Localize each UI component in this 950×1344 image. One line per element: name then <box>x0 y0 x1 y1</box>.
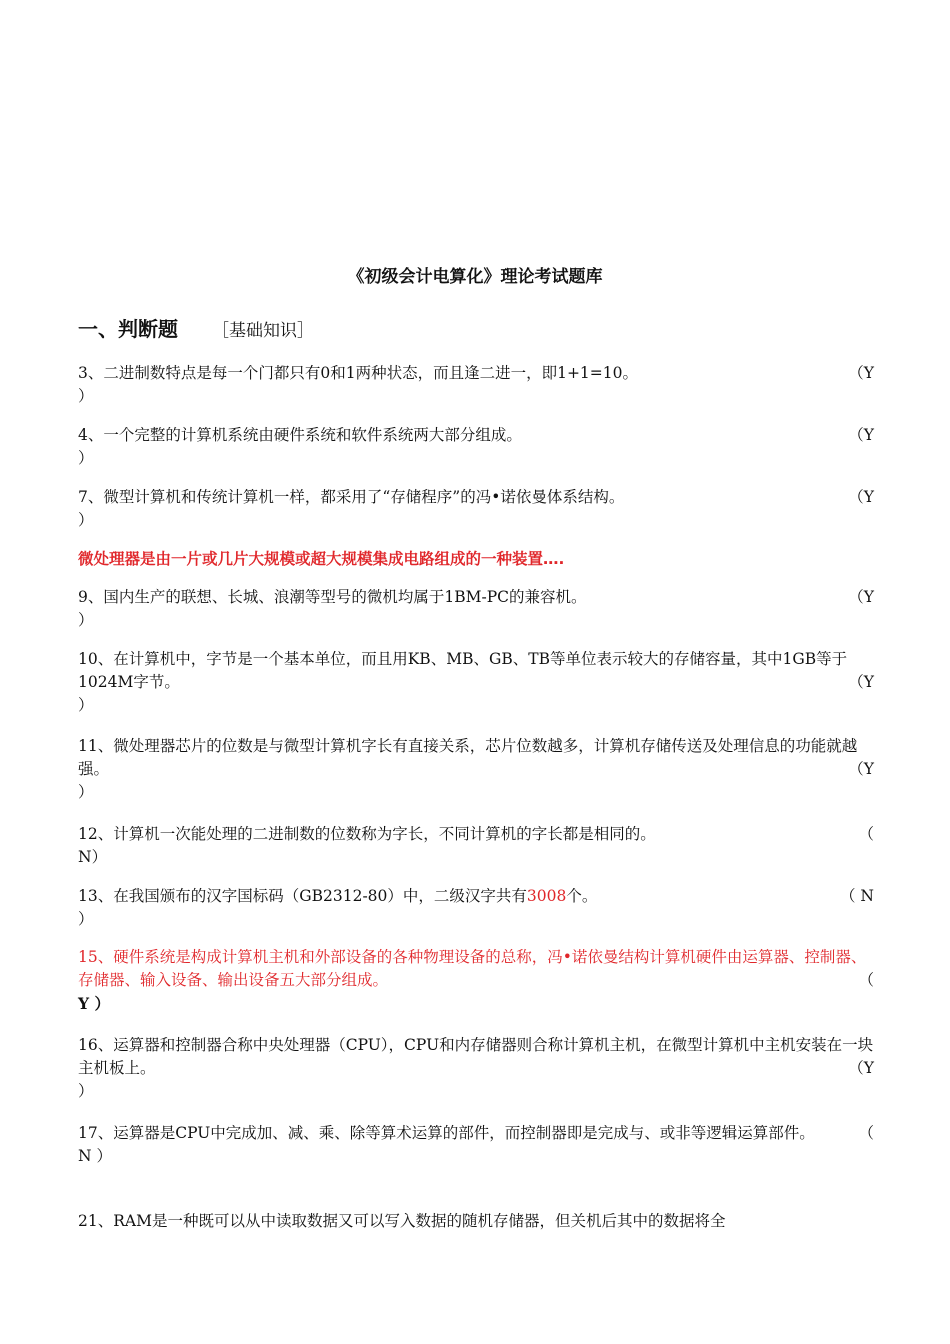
document-title: 《初级会计电算化》理论考试题库 <box>347 267 603 287</box>
question-text: 11、微处理器芯片的位数是与微型计算机字长有直接关系，芯片位数越多，计算机存储传送及处理信息的功能就越强。 <box>78 737 858 778</box>
question-text: 9、国内生产的联想、长城、浪潮等型号的微机均属于1BM-PC的兼容机。 <box>78 588 587 606</box>
answer-close: ） <box>78 910 94 928</box>
question-item <box>78 1210 874 1233</box>
answer-open: （Y <box>848 426 874 444</box>
answer-close: ） <box>78 783 94 801</box>
answer-open: （ N <box>840 887 874 905</box>
answer-close: ） <box>78 611 94 629</box>
answer-close: ） <box>78 696 94 714</box>
question-item <box>78 946 874 1015</box>
question-text: 15、硬件系统是构成计算机主机和外部设备的各种物理设备的总称，冯•诺依曼结构计算机硬件由运算器、控制器、存储器、输入设备、输出设备五大部分组成。 <box>78 948 867 989</box>
question-item <box>78 424 874 470</box>
answer-close: Y ） <box>78 994 110 1013</box>
question-text: 10、在计算机中，字节是一个基本单位，而且用KB、MB、GB、TB等单位表示较大的存储容量，其中1GB等于1024M字节。 <box>78 650 848 691</box>
answer-close: ） <box>78 449 94 467</box>
question-text: 17、运算器是CPU中完成加、减、乘、除等算术运算的部件，而控制器即是完成与、或非等逻辑运算部件。 <box>78 1124 815 1142</box>
question-item <box>78 486 874 532</box>
answer-open: （Y <box>848 364 874 382</box>
answer-close: ） <box>78 511 94 529</box>
answer-open: （ <box>858 1124 874 1142</box>
question-text: 7、微型计算机和传统计算机一样，都采用了“存储程序”的冯•诺依曼体系结构。 <box>78 488 625 506</box>
question-text: 3、二进制数特点是每一个门都只有0和1两种状态，而且逢二进一，即1+1=10。 <box>78 364 639 382</box>
section-heading <box>78 313 314 342</box>
question-text: 16、运算器和控制器合称中央处理器（CPU），CPU和内存储器则合称计算机主机，在微型计算机中主机安装在一块主机板上。 <box>78 1036 874 1077</box>
note-text: 微处理器是由一片或几片大规模或超大规模集成电路组成的一种装置…. <box>78 550 565 568</box>
question-text <box>78 885 597 908</box>
answer-close: ） <box>78 1082 94 1100</box>
question-text: 12、计算机一次能处理的二进制数的位数称为字长，不同计算机的字长都是相同的。 <box>78 825 656 843</box>
question-item <box>78 1034 874 1103</box>
answer-open: （Y <box>848 488 874 506</box>
answer-open: （Y <box>848 760 874 778</box>
section-tag: ［基础知识］ <box>212 321 314 341</box>
question-item <box>78 648 874 717</box>
question-text-end: 个。 <box>566 887 598 905</box>
answer-close: N ） <box>78 1147 112 1165</box>
question-text: 21、RAM是一种既可以从中读取数据又可以写入数据的随机存储器，但关机后其中的数据将全 <box>78 1212 726 1230</box>
answer-open: （ <box>858 825 874 843</box>
question-item <box>78 735 874 804</box>
highlight-note <box>78 548 874 571</box>
answer-open: （Y <box>848 1059 874 1077</box>
question-text: 4、一个完整的计算机系统由硬件系统和软件系统两大部分组成。 <box>78 426 522 444</box>
answer-open: （ <box>858 971 874 989</box>
question-item <box>78 885 874 931</box>
answer-open: （Y <box>848 588 874 606</box>
question-item <box>78 362 874 408</box>
answer-close: N） <box>78 848 108 866</box>
section-title: 一、判断题 <box>78 317 178 341</box>
question-item <box>78 1122 874 1168</box>
question-item <box>78 823 874 869</box>
answer-close: ） <box>78 387 94 405</box>
answer-open: （Y <box>848 673 874 691</box>
question-item <box>78 586 874 632</box>
highlight-number: 3008 <box>526 887 567 905</box>
question-text-start: 13、在我国颁布的汉字国标码（GB2312-80）中，二级汉字共有 <box>78 887 527 905</box>
